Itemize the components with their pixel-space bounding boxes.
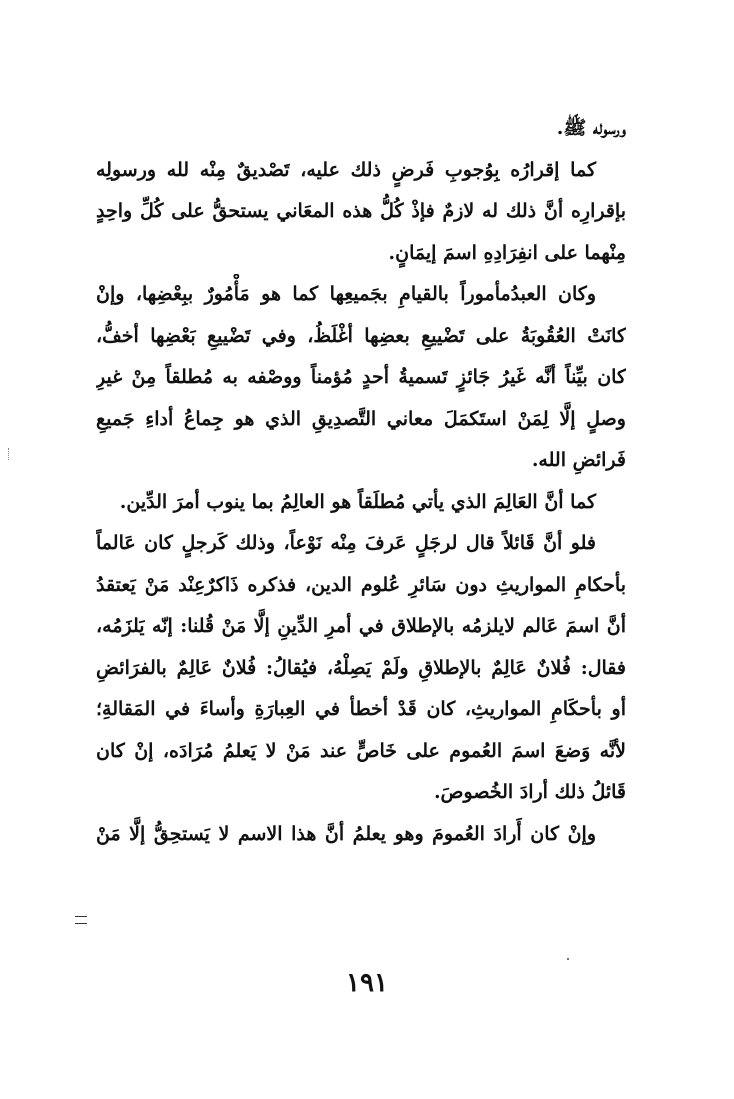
text-line: فلو أنَّ قَائلاً قال لرجَلٍ عَرفَ مِنْه نَوْعاً، وذلك كَرجلٍ كان عَالماً bbox=[96, 532, 596, 554]
text-line: بإقرارِه أنَّ ذلك له لازمٌ فإذْ كُلُّ هذه المعَاني يستحقُّ على كُلِّ واحِدٍ bbox=[96, 200, 626, 222]
text-line: كان بيِّناً أنَّه غَيرُ جَائزٍ تَسميةُ أحدٍ مُؤمناً ووصْفه به مُطلقاً مِنْ غيرِ bbox=[96, 366, 626, 388]
text-line: فقال: فُلانٌ عَالِمٌ بالإطلاقِ ولَمْ يَصِلْهُ، فيُقالُ: فُلانٌ عَالِمٌ بالفرَائضِ bbox=[96, 656, 626, 679]
text-line: وكان العبدُمأموراً بالقيامِ بجَميعِها كما هو مَأْمُورٌ ببِعْضِها، وإنْ bbox=[96, 283, 596, 305]
text-line: بأحكامِ المواريثِ دون سَائرِ عُلوم الدين، فذكره ذَاكرٌعِنْد مَنْ يَعتقدُ bbox=[96, 573, 626, 596]
text-line: أو بأحكَامِ المواريثِ، كان قَدْ أخطأ في العِبارَةِ وأساءَ في المَقالةِ؛ bbox=[96, 698, 626, 720]
page-number: ١٩١ bbox=[346, 968, 388, 998]
body-text bbox=[96, 108, 626, 855]
text-line: أنَّ اسمَ عَالم لايلزمُه بالإطلاق في أمرِ الدِّينِ إلَّا مَنْ قُلنا: إنّه يَلزَمُه، bbox=[96, 615, 626, 637]
text-line: كانَتْ العُقُوبَةُ على تَضْييعِ بعضِها أغْلَظُ، وفي تَضْييعِ بَعْضِها أخفُّ، bbox=[96, 324, 626, 347]
ink-dot bbox=[567, 958, 569, 960]
text-line: كما إقرارُه بِوُجوبِ فَرضٍ ذلك عليه، تَصْديقٌ مِنْه لله ورسولِه bbox=[96, 158, 596, 181]
text-line: ورسوله ﷺ. bbox=[556, 117, 626, 139]
margin-mark bbox=[75, 916, 87, 924]
margin-dots bbox=[8, 448, 11, 460]
text-line: كما أنَّ العَالِمَ الذي يأتي مُطلَقاً هو العالِمُ بما ينوب أمرَ الدِّين. bbox=[119, 490, 596, 513]
text-line: مِنْهما على انفِرَادِهِ اسمَ إيمَانٍ. bbox=[388, 241, 626, 264]
text-line: وإنْ كان أَرادَ العُمومَ وهو يعلمُ أنَّ هذا الاسم لا يَستحِقُّ إلَّا مَنْ bbox=[96, 822, 596, 845]
text-line: فَرائضِ الله. bbox=[531, 449, 626, 471]
text-line: لأنَّه وَضعَ اسمَ العُموم على خَاصٍّ عند مَنْ لا يَعلمُ مُرَادَه، إنْ كان bbox=[96, 739, 626, 762]
text-line: وصلٍ إلَّا لِمَنْ استَكمَلَ معاني التَّصدِيقِ الذي هو جِماعُ أداءِ جَميعِ bbox=[96, 407, 626, 430]
text-line: قَائلُ ذلك أرادَ الخُصوصَ. bbox=[433, 781, 626, 803]
